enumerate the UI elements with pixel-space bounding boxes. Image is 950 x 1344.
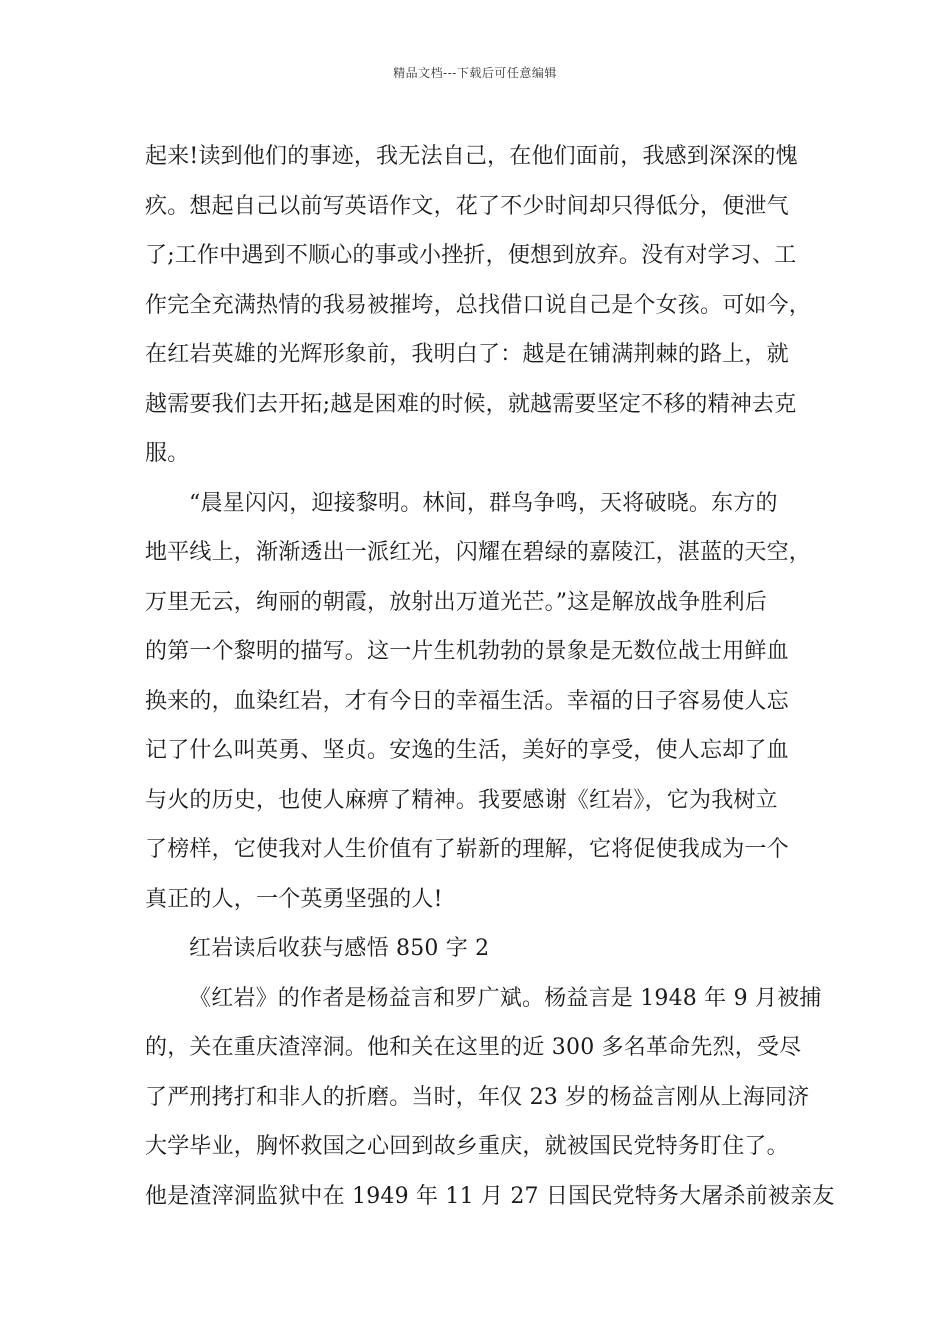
page-header: 精品文档---下载后可任意编辑 [393, 66, 557, 80]
text-line: 了;工作中遇到不顺心的事或小挫折，便想到放弃。没有对学习、工 [145, 243, 797, 268]
section-heading: 红岩读后收获与感悟 850 字 2 [189, 936, 490, 961]
text-line: 了严刑拷打和非人的折磨。当时，年仅 23 岁的杨益言刚从上海同济 [145, 1084, 810, 1110]
text-line: 了榜样，它使我对人生价值有了崭新的理解，它将促使我成为一个 [145, 837, 789, 862]
text-line: 换来的，血染红岩，才有今日的幸福生活。幸福的日子容易使人忘 [145, 688, 789, 714]
text-line: 他是渣滓洞监狱中在 1949 年 11 月 27 日国民党特务大屠杀前被亲友 [145, 1183, 835, 1209]
text-line: 与火的历史，也使人麻痹了精神。我要感谢《红岩》，它为我树立 [145, 787, 778, 813]
text-line: 的，关在重庆渣滓洞。他和关在这里的近 300 多名革命先烈，受尽 [145, 1035, 802, 1060]
text-line: 服。 [145, 441, 190, 466]
body-text [145, 132, 835, 1221]
text-line: 越需要我们去开拓;越是困难的时候，就越需要坚定不移的精神去克 [145, 391, 797, 417]
text-line: 在红岩英雄的光辉形象前，我明白了：越是在铺满荆棘的路上，就 [145, 342, 789, 367]
text-line: 疚。想起自己以前写英语作文，花了不少时间却只得低分，便泄气 [145, 193, 789, 219]
text-line: 起来!读到他们的事迹，我无法自己，在他们面前，我感到深深的愧 [145, 144, 798, 169]
text-line: 地平线上，渐渐透出一派红光，闪耀在碧绿的嘉陵江，湛蓝的天空， [145, 540, 812, 565]
text-line: 万里无云，绚丽的朝霞，放射出万道光芒。”这是解放战争胜利后 [145, 589, 768, 615]
text-line: 真正的人，一个英勇坚强的人! [145, 886, 443, 912]
text-line: 大学毕业，胸怀救国之心回到故乡重庆，就被国民党特务盯住了。 [145, 1134, 789, 1159]
text-line: 作完全充满热情的我易被摧垮，总找借口说自己是个女孩。可如今， [145, 292, 812, 318]
text-line: 记了什么叫英勇、坚贞。安逸的生活，美好的享受，使人忘却了血 [145, 738, 789, 763]
paragraph-start-line: 《红岩》的作者是杨益言和罗广斌。杨益言是 1948 年 9 月被捕 [189, 985, 822, 1011]
text-line: 的第一个黎明的描写。这一片生机勃勃的景象是无数位战士用鲜血 [145, 639, 789, 664]
paragraph-start-line: “晨星闪闪，迎接黎明。林间，群鸟争鸣，天将破晓。东方的 [189, 490, 778, 516]
